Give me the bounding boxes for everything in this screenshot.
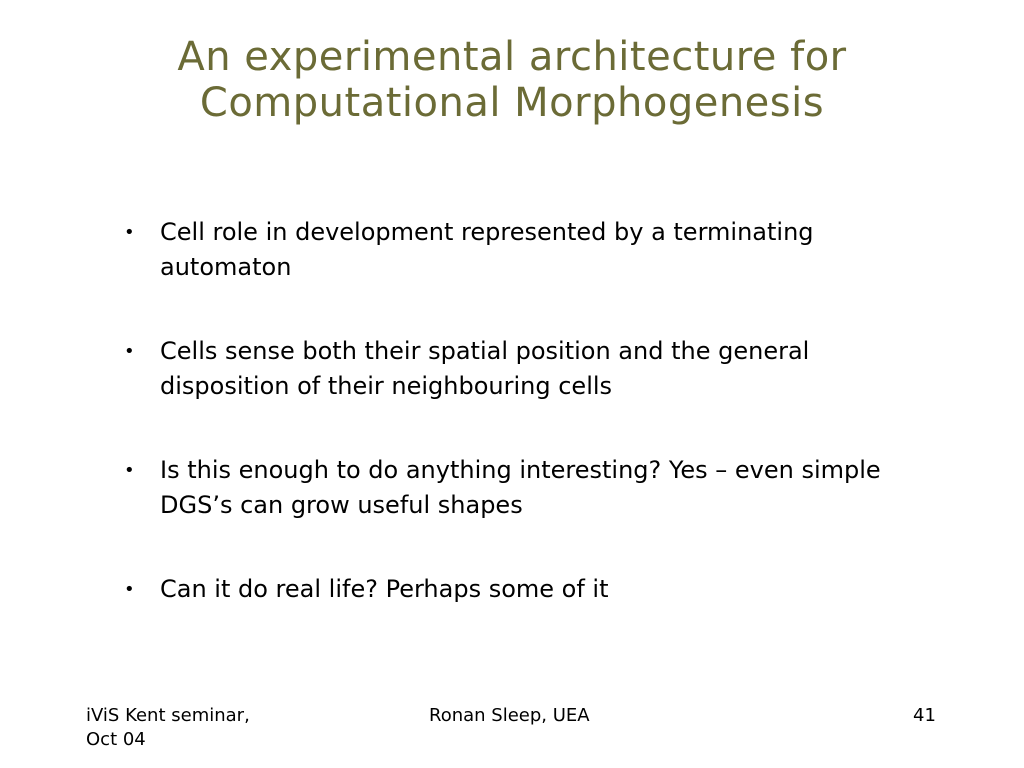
slide-title-line-2: Computational Morphogenesis bbox=[199, 80, 825, 126]
bullet-marker: • bbox=[124, 341, 135, 362]
bullet-item bbox=[124, 572, 924, 607]
slide-title-line-1: An experimental architecture for bbox=[177, 34, 847, 80]
bullet-text: Cells sense both their spatial position and the general disposition of their neighbouring cells bbox=[160, 337, 810, 400]
bullet-item bbox=[124, 453, 924, 523]
slide-title bbox=[0, 34, 1024, 126]
footer-event-line-1: iViS Kent seminar, bbox=[86, 705, 250, 726]
bullet-marker: • bbox=[124, 222, 135, 243]
footer-event-line-2: Oct 04 bbox=[86, 729, 146, 750]
footer-author: Ronan Sleep, UEA bbox=[429, 705, 590, 726]
bullet-text: Cell role in development represented by a terminating automaton bbox=[160, 218, 814, 281]
bullet-text: Is this enough to do anything interesting? Yes – even simple DGS’s can grow useful shapes bbox=[160, 456, 881, 519]
bullet-marker: • bbox=[124, 579, 135, 600]
bullet-marker: • bbox=[124, 460, 135, 481]
bullet-list bbox=[124, 215, 924, 656]
slide-number: 41 bbox=[913, 705, 936, 726]
bullet-item bbox=[124, 215, 924, 285]
footer-event bbox=[86, 704, 306, 752]
bullet-item bbox=[124, 334, 924, 404]
bullet-text: Can it do real life? Perhaps some of it bbox=[160, 575, 609, 603]
